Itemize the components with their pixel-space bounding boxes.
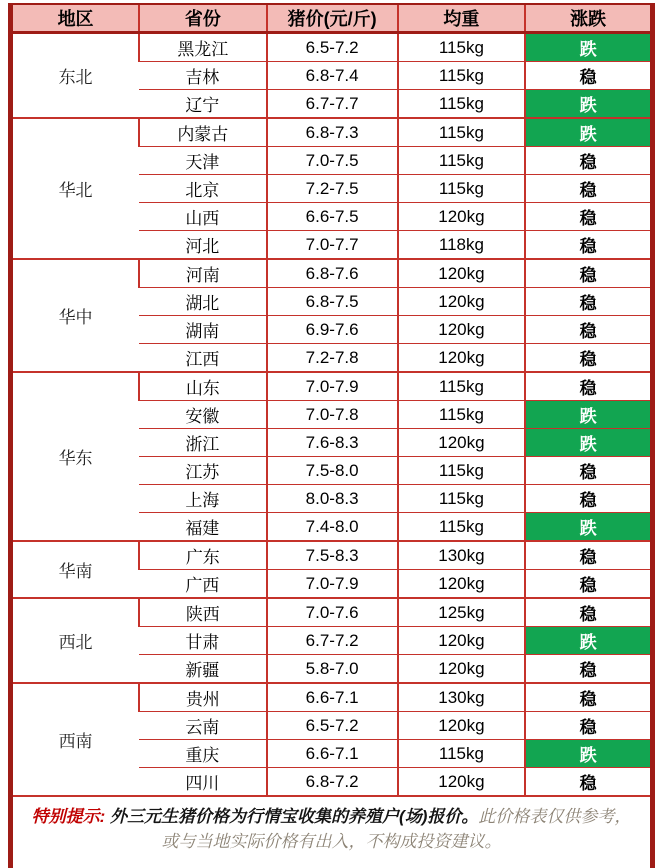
weight-cell: 120kg: [398, 429, 525, 457]
col-header-weight: 均重: [398, 5, 525, 33]
price-cell: 6.6-7.1: [267, 740, 398, 768]
province-cell: 山东: [139, 372, 266, 401]
region-cell: 华南: [13, 541, 139, 598]
weight-cell: 115kg: [398, 118, 525, 147]
price-cell: 7.4-8.0: [267, 513, 398, 542]
price-cell: 6.9-7.6: [267, 316, 398, 344]
weight-cell: 115kg: [398, 90, 525, 119]
pig-price-table: [13, 5, 650, 795]
province-cell: 新疆: [139, 655, 266, 684]
province-cell: 湖北: [139, 288, 266, 316]
table-row: [13, 33, 650, 62]
price-cell: 6.8-7.6: [267, 259, 398, 288]
trend-cell: 稳: [525, 372, 650, 401]
province-cell: 安徽: [139, 401, 266, 429]
province-cell: 上海: [139, 485, 266, 513]
region-cell: 华北: [13, 118, 139, 259]
province-cell: 河北: [139, 231, 266, 260]
province-cell: 山西: [139, 203, 266, 231]
notice-main-text: 外三元生猪价格为行情宝收集的养殖户(场)报价。: [110, 807, 479, 826]
province-cell: 湖南: [139, 316, 266, 344]
province-cell: 黑龙江: [139, 33, 266, 62]
weight-cell: 120kg: [398, 627, 525, 655]
province-cell: 福建: [139, 513, 266, 542]
weight-cell: 115kg: [398, 513, 525, 542]
province-cell: 江西: [139, 344, 266, 373]
weight-cell: 120kg: [398, 768, 525, 796]
price-cell: 7.2-7.5: [267, 175, 398, 203]
weight-cell: 115kg: [398, 147, 525, 175]
price-cell: 5.8-7.0: [267, 655, 398, 684]
special-notice: [13, 795, 650, 868]
trend-cell: 跌: [525, 740, 650, 768]
price-cell: 7.0-7.8: [267, 401, 398, 429]
province-cell: 浙江: [139, 429, 266, 457]
province-cell: 四川: [139, 768, 266, 796]
pig-price-table-panel: [8, 3, 655, 868]
trend-cell: 稳: [525, 570, 650, 599]
weight-cell: 115kg: [398, 485, 525, 513]
province-cell: 江苏: [139, 457, 266, 485]
price-cell: 6.5-7.2: [267, 712, 398, 740]
col-header-province: 省份: [139, 5, 266, 33]
weight-cell: 120kg: [398, 655, 525, 684]
weight-cell: 115kg: [398, 401, 525, 429]
province-cell: 内蒙古: [139, 118, 266, 147]
table-row: [13, 372, 650, 401]
region-cell: 西北: [13, 598, 139, 683]
province-cell: 广西: [139, 570, 266, 599]
price-cell: 6.8-7.5: [267, 288, 398, 316]
weight-cell: 115kg: [398, 175, 525, 203]
price-cell: 7.0-7.9: [267, 570, 398, 599]
col-header-price: 猪价(元/斤): [267, 5, 398, 33]
province-cell: 天津: [139, 147, 266, 175]
price-cell: 6.6-7.5: [267, 203, 398, 231]
weight-cell: 120kg: [398, 570, 525, 599]
col-header-trend: 涨跌: [525, 5, 650, 33]
price-cell: 6.8-7.3: [267, 118, 398, 147]
trend-cell: 稳: [525, 316, 650, 344]
price-cell: 7.0-7.6: [267, 598, 398, 627]
col-header-region: 地区: [13, 5, 139, 33]
trend-cell: 稳: [525, 175, 650, 203]
weight-cell: 120kg: [398, 203, 525, 231]
price-cell: 7.6-8.3: [267, 429, 398, 457]
trend-cell: 稳: [525, 344, 650, 373]
weight-cell: 120kg: [398, 259, 525, 288]
trend-cell: 稳: [525, 598, 650, 627]
region-cell: 东北: [13, 33, 139, 119]
province-cell: 重庆: [139, 740, 266, 768]
province-cell: 贵州: [139, 683, 266, 712]
trend-cell: 稳: [525, 288, 650, 316]
price-cell: 7.2-7.8: [267, 344, 398, 373]
price-cell: 6.8-7.4: [267, 62, 398, 90]
price-cell: 6.5-7.2: [267, 33, 398, 62]
trend-cell: 跌: [525, 118, 650, 147]
province-cell: 辽宁: [139, 90, 266, 119]
weight-cell: 130kg: [398, 683, 525, 712]
weight-cell: 130kg: [398, 541, 525, 570]
price-cell: 7.0-7.9: [267, 372, 398, 401]
trend-cell: 稳: [525, 683, 650, 712]
price-cell: 7.0-7.7: [267, 231, 398, 260]
region-cell: 华中: [13, 259, 139, 372]
province-cell: 广东: [139, 541, 266, 570]
price-cell: 6.8-7.2: [267, 768, 398, 796]
region-cell: 华东: [13, 372, 139, 541]
table-header-row: [13, 5, 650, 33]
trend-cell: 跌: [525, 513, 650, 542]
price-cell: 6.7-7.2: [267, 627, 398, 655]
weight-cell: 120kg: [398, 344, 525, 373]
table-row: [13, 598, 650, 627]
trend-cell: 跌: [525, 90, 650, 119]
weight-cell: 115kg: [398, 62, 525, 90]
trend-cell: 稳: [525, 541, 650, 570]
weight-cell: 115kg: [398, 740, 525, 768]
trend-cell: 稳: [525, 655, 650, 684]
weight-cell: 120kg: [398, 288, 525, 316]
region-cell: 西南: [13, 683, 139, 795]
price-cell: 6.6-7.1: [267, 683, 398, 712]
trend-cell: 跌: [525, 429, 650, 457]
province-cell: 云南: [139, 712, 266, 740]
trend-cell: 跌: [525, 401, 650, 429]
trend-cell: 稳: [525, 712, 650, 740]
notice-label: 特别提示:: [31, 807, 111, 826]
weight-cell: 118kg: [398, 231, 525, 260]
weight-cell: 125kg: [398, 598, 525, 627]
province-cell: 河南: [139, 259, 266, 288]
trend-cell: 稳: [525, 485, 650, 513]
province-cell: 北京: [139, 175, 266, 203]
price-cell: 7.0-7.5: [267, 147, 398, 175]
table-row: [13, 683, 650, 712]
province-cell: 陕西: [139, 598, 266, 627]
weight-cell: 120kg: [398, 316, 525, 344]
trend-cell: 稳: [525, 768, 650, 796]
trend-cell: 稳: [525, 203, 650, 231]
price-cell: 7.5-8.3: [267, 541, 398, 570]
trend-cell: 稳: [525, 147, 650, 175]
trend-cell: 跌: [525, 33, 650, 62]
weight-cell: 115kg: [398, 457, 525, 485]
trend-cell: 稳: [525, 62, 650, 90]
table-row: [13, 541, 650, 570]
weight-cell: 115kg: [398, 372, 525, 401]
trend-cell: 稳: [525, 259, 650, 288]
trend-cell: 跌: [525, 627, 650, 655]
weight-cell: 115kg: [398, 33, 525, 62]
table-row: [13, 118, 650, 147]
trend-cell: 稳: [525, 231, 650, 260]
weight-cell: 120kg: [398, 712, 525, 740]
province-cell: 甘肃: [139, 627, 266, 655]
province-cell: 吉林: [139, 62, 266, 90]
price-cell: 6.7-7.7: [267, 90, 398, 119]
trend-cell: 稳: [525, 457, 650, 485]
notice-muted-text: 此价格表仅供参考，或与当地实际价格有出入，不构成投资建议。: [161, 807, 632, 851]
price-cell: 7.5-8.0: [267, 457, 398, 485]
table-row: [13, 259, 650, 288]
price-cell: 8.0-8.3: [267, 485, 398, 513]
